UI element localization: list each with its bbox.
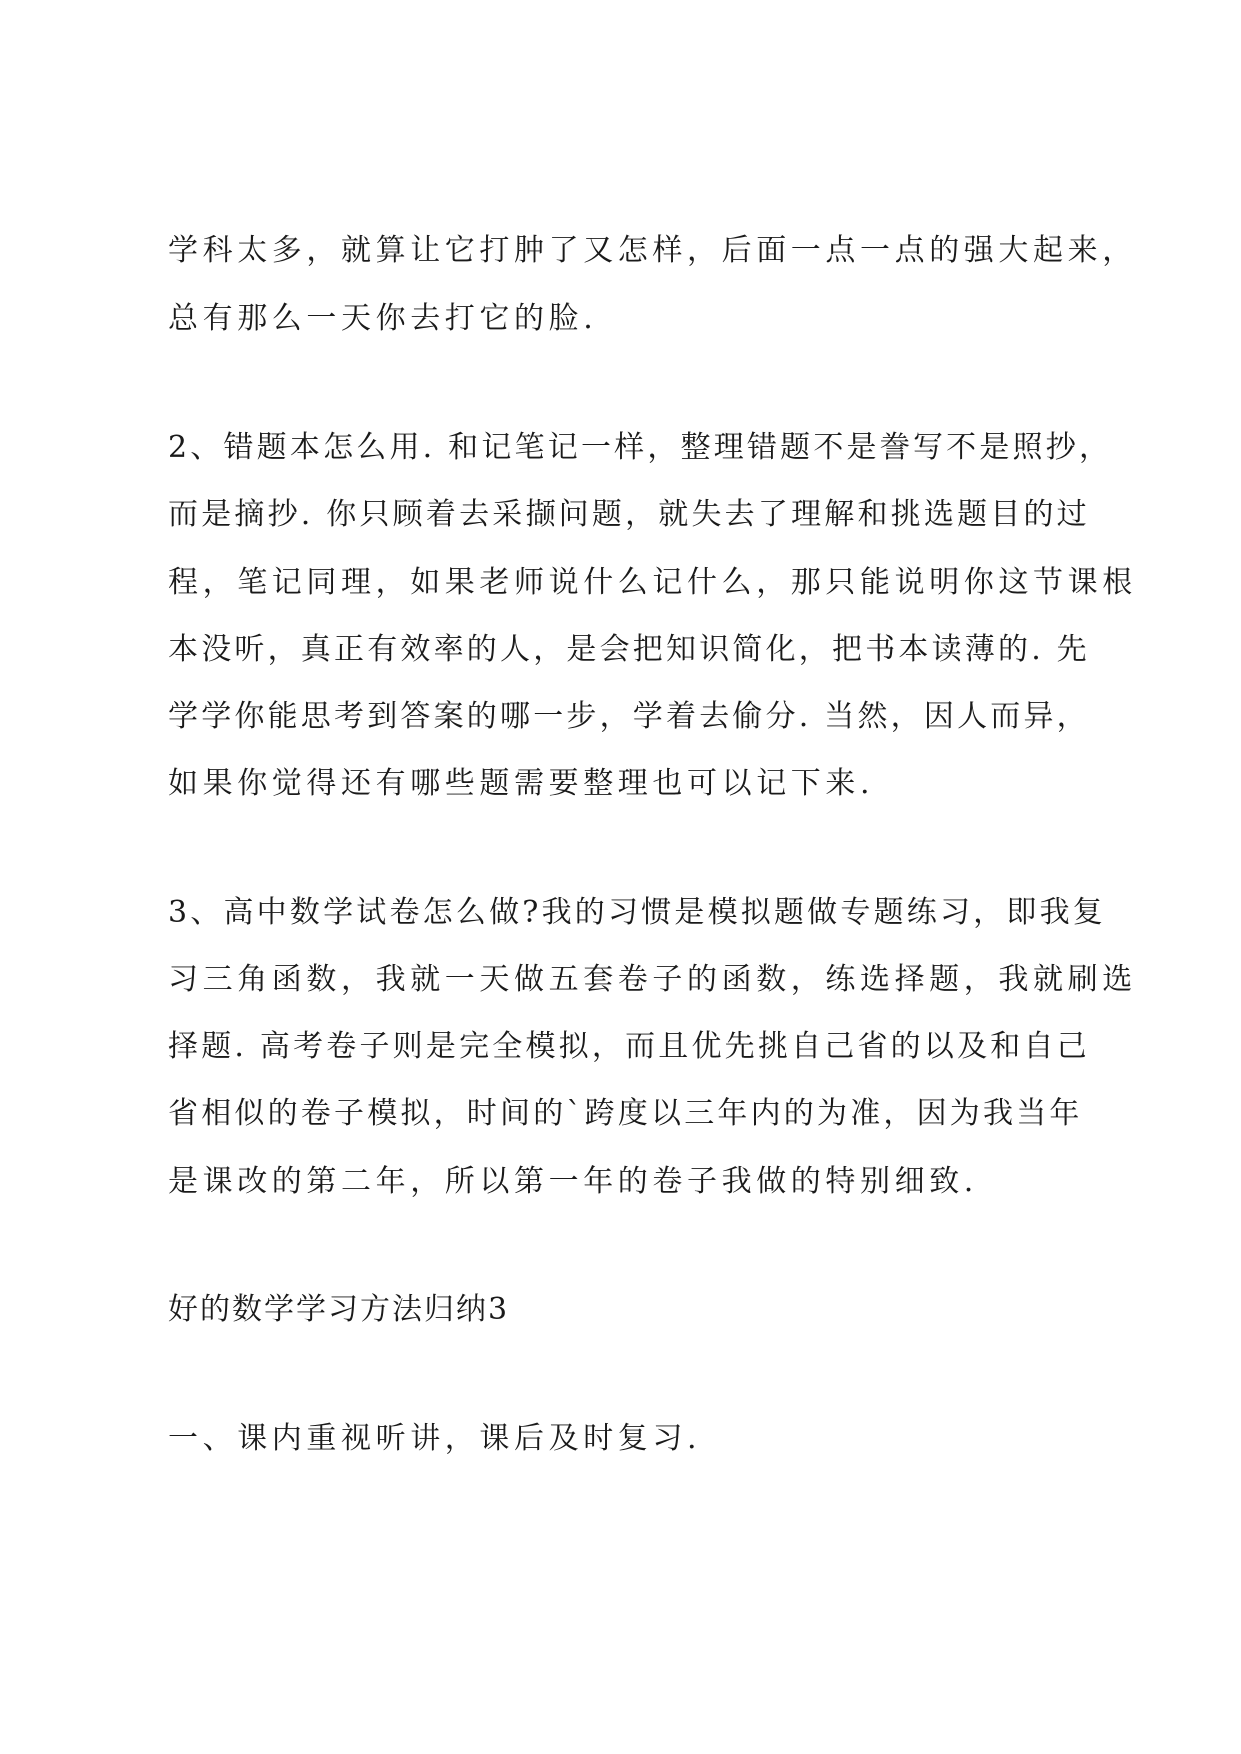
section-heading: 好的数学学习方法归纳3 — [168, 1292, 510, 1327]
paragraph-2-line-6: 如果你觉得还有哪些题需要整理也可以记下来. — [168, 766, 875, 801]
paragraph-3-line-5: 是课改的第二年，所以第一年的卷子我做的特别细致. — [168, 1164, 978, 1199]
paragraph-1-line-1: 学科太多，就算让它打肿了又怎样，后面一点一点的强大起来， — [168, 233, 1137, 268]
paragraph-3-line-1: 3、高中数学试卷怎么做?我的习惯是模拟题做专题练习，即我复 — [168, 895, 1106, 930]
paragraph-2-line-4: 本没听，真正有效率的人，是会把知识简化，把书本读薄的. 先 — [168, 632, 1090, 667]
paragraph-2-line-3: 程，笔记同理，如果老师说什么记什么，那只能说明你这节课根 — [168, 565, 1137, 600]
paragraph-2-line-2: 而是摘抄. 你只顾着去采撷问题，就失去了理解和挑选题目的过 — [168, 497, 1090, 532]
paragraph-2-line-1: 2、错题本怎么用. 和记笔记一样，整理错题不是誊写不是照抄， — [168, 430, 1113, 465]
paragraph-3-line-3: 择题. 高考卷子则是完全模拟，而且优先挑自己省的以及和自己 — [168, 1029, 1090, 1064]
paragraph-3-line-2: 习三角函数，我就一天做五套卷子的函数，练选择题，我就刷选 — [168, 962, 1137, 997]
paragraph-2-line-5: 学学你能思考到答案的哪一步，学着去偷分. 当然，因人而异， — [168, 699, 1090, 734]
paragraph-4-line-1: 一、课内重视听讲，课后及时复习. — [168, 1421, 702, 1456]
paragraph-1-line-2: 总有那么一天你去打它的脸. — [168, 301, 598, 336]
paragraph-3-line-4: 省相似的卷子模拟，时间的`跨度以三年内的为准，因为我当年 — [168, 1096, 1083, 1131]
